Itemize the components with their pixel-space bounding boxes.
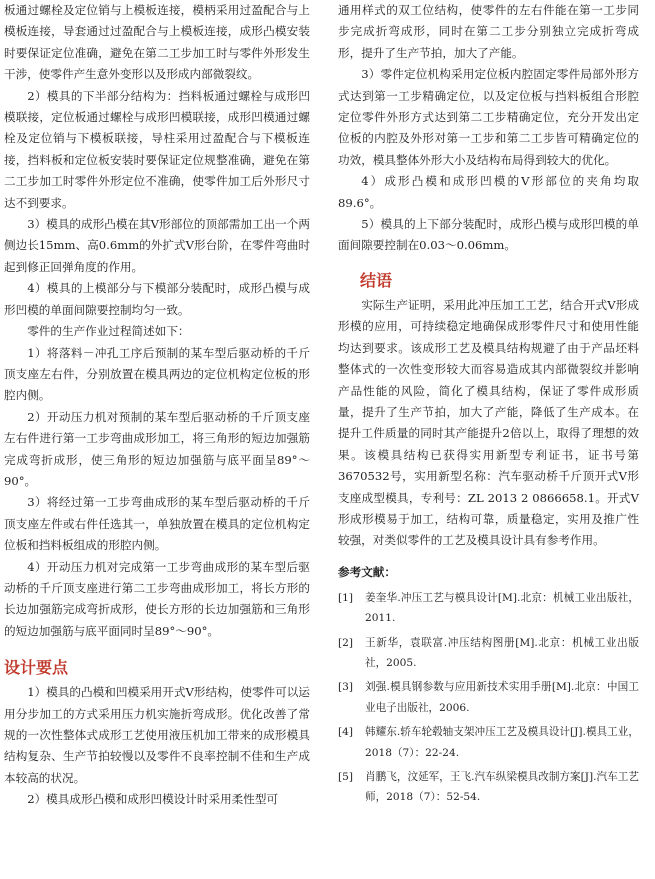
reference-item: [338, 633, 639, 674]
left-paragraph-5: 1）将落料－冲孔工序后预制的某车型后驱动桥的千斤顶支座左右件，分别放置在模具两边的定位机构定位板的形腔内侧。: [4, 345, 310, 403]
reference-item: [338, 677, 639, 718]
design-paragraph-1: 2）模具成形凸模和成形凹模设计时采用柔性型可: [27, 792, 279, 807]
left-paragraph-6: 2）开动压力机对预制的某车型后驱动桥的千斤顶支座左右件进行第一工步弯曲成形加工，将三角形的短边加强筋完成弯折成形，使三角形的短边加强筋与底平面呈89°～90°。: [4, 409, 310, 488]
reference-text: 王新华，袁联富.冲压结构图册[M].北京：机械工业出版社，2005.: [365, 636, 639, 669]
reference-item: [338, 588, 639, 629]
left-paragraph-4: 零件的生产作业过程简述如下：: [27, 324, 190, 339]
reference-item: [338, 722, 639, 763]
right-paragraph-3: 5）模具的上下部分装配时，成形凸模与成形凹模的单面间隙要控制在0.03～0.06mm。: [338, 217, 639, 253]
design-paragraph-0: 1）模具的凸模和凹模采用开式V形结构，使零件可以运用分步加工的方式采用压力机实施折弯成形。优化改善了常规的一次性整体式成形工艺使用液压机加工带来的成形模具结构复杂、生产节拍较慢以及零件不良率控制不佳和生产成本较高的状况。: [4, 685, 310, 785]
left-paragraph-2: 3）模具的成形凸模在其V形部位的顶部需加工出一个两侧边长15mm、高0.6mm的外扩式V形台阶，在零件弯曲时起到修正回弹角度的作用。: [4, 217, 310, 274]
left-paragraph-3: 4）模具的上模部分与下模部分装配时，成形凸模与成形凹模的单面间隙要控制均匀一致。: [4, 281, 310, 317]
reference-text: 韩耀东.轿车轮毂轴支架冲压工艺及模具设计[J].模具工业，2018（7）：22-24.: [365, 726, 639, 759]
left-column: [4, 0, 310, 811]
reference-number: [4]: [338, 726, 354, 739]
section-heading-conclusion: 结语: [360, 270, 393, 290]
references-heading: 参考文献：: [338, 564, 396, 579]
reference-text: 肖鹏飞，汶延军，王飞.汽车纵梁模具改制方案[J].汽车工艺师，2018（7）：52-54.: [365, 771, 639, 804]
right-paragraph-2: 4）成形凸模和成形凹模的V形部位的夹角均取89.6°。: [338, 174, 639, 210]
reference-text: 刘强.模具钢参数与应用新技术实用手册[M].北京：中国工业电子出版社，2006.: [365, 681, 639, 714]
right-paragraph-1: 3）零件定位机构采用定位板内腔固定零件局部外形方式达到第一工步精确定位，以及定位板与挡料板组合形腔定位零件外形方式达到第二工步精确定位，充分开发出定位板的内腔及外形对第一工步和第二工步皆可精确定位的功效，模具整体外形大小及结构布局得到较大的优化。: [338, 67, 639, 167]
reference-number: [3]: [338, 681, 354, 694]
reference-item: [338, 767, 639, 808]
left-paragraph-7: 3）将经过第一工步弯曲成形的某车型后驱动桥的千斤顶支座左件或右件任选其一，单独放置在模具的定位机构定位板和挡料板组成的形腔内侧。: [4, 495, 310, 553]
left-paragraph-1: 2）模具的下半部分结构为：挡料板通过螺栓与成形凹模联接，定位板通过螺栓与成形凹模联接，成形凹模通过螺栓及定位销与下模板联接，导柱采用过盈配合与下模板连接，挡料板和定位板安装时要保证定位规整准确，避免在第二工步加工时零件外形定位不准确，使零件加工后外形尺寸达不到要求。: [4, 88, 310, 210]
right-column: [338, 0, 639, 812]
reference-number: [5]: [338, 771, 354, 783]
right-paragraph-0: 通用样式的双工位结构，使零件的左右件能在第一工步同步完成折弯成形，同时在第二工步分别独立完成折弯成形，提升了生产节拍，加大了产能。: [338, 3, 639, 60]
left-paragraph-8: 4）开动压力机对完成第一工步弯曲成形的某车型后驱动桥的千斤顶支座进行第二工步弯曲成形加工，将长方形的长边加强筋完成弯折成形，使长方形的长边加强筋和三角形的短边加强筋与底平面同时呈89°～90°。: [4, 559, 310, 638]
left-paragraph-0: 板通过螺栓及定位销与上模板连接，模柄采用过盈配合与上模板连接，导套通过过盈配合与上模板连接，成形凸模安装时要保证定位准确，避免在第二工步加工时与零件外形发生干涉，使零件产生意外变形以及形成内部微裂纹。: [4, 3, 310, 82]
references-list: [338, 588, 639, 808]
reference-number: [2]: [338, 636, 354, 649]
section-heading-design-points: 设计要点: [4, 658, 69, 678]
reference-number: [1]: [338, 591, 354, 604]
reference-text: 姜奎华.冲压工艺与模具设计[M].北京：机械工业出版社，2011.: [365, 591, 639, 625]
conclusion-paragraph: 实际生产证明，采用此冲压加工工艺，结合开式V形成形模的应用，可持续稳定地确保成形零件尺寸和使用性能均达到要求。该成形工艺及模具结构规避了由于产品坯料整体式的一次性变形较大而容易造成其内部微裂纹并影响产品性能的风险，简化了模具结构，保证了零件成形质量，提升了生产节拍，加大了产能，降低了生产成本。在提升工件质量的同时其产能提升2倍以上，取得了理想的效果。该模具结构已获得实用新型专利证书，证书号第3670532号，实用新型名称：汽车驱动桥千斤顶开式V形支座成型模具，专利号：ZL 2013 2 0866658.1。开式V形成形模易于加工，结构可靠，质量稳定，实用及推广性较强，对类似零件的工艺及模具设计具有参考作用。: [338, 297, 639, 548]
